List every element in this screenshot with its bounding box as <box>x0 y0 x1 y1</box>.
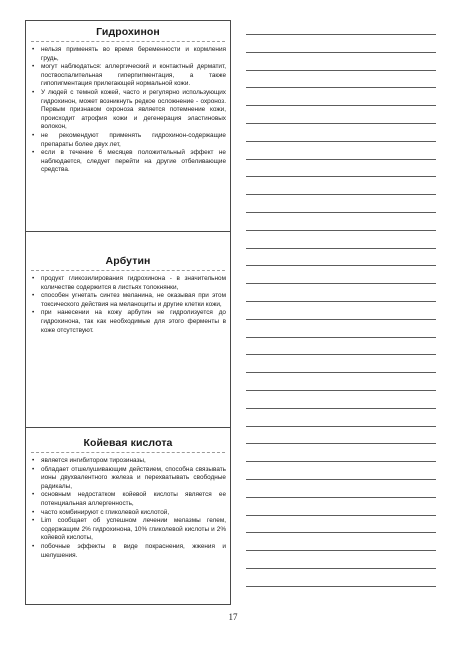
section-title: Гидрохинон <box>96 26 160 38</box>
item-list <box>26 275 230 335</box>
note-line <box>246 372 436 373</box>
list-item: • могут наблюдаться: аллергический и контактный дерматит, поствоспалительная гиперпигментация, а также гипопигментация прилегающей нормальной кожи. <box>32 63 226 89</box>
note-line <box>246 408 436 409</box>
title-divider <box>31 270 225 271</box>
item-list <box>26 457 230 560</box>
item-list <box>26 46 230 175</box>
list-item: • часто комбинируют с гликолевой кислотой, <box>32 509 226 518</box>
note-line <box>246 265 436 266</box>
note-line <box>246 141 436 142</box>
note-line <box>246 34 436 35</box>
note-line <box>246 443 436 444</box>
note-line <box>246 497 436 498</box>
note-line <box>246 159 436 160</box>
note-line <box>246 194 436 195</box>
list-item: • продукт гликозилирования гидрохинона - в значительном количестве содержится в листьях толокнянки, <box>32 275 226 292</box>
note-line <box>246 550 436 551</box>
note-line <box>246 248 436 249</box>
page-number: 17 <box>228 612 238 622</box>
list-item: • при нанесении на кожу арбутин не гидролизуется до гидрохинона, так как необходимые для этого ферменты в коже отсутствуют. <box>32 309 226 335</box>
note-line <box>246 479 436 480</box>
note-line <box>246 515 436 516</box>
list-item: • способен угнетать синтез меланина, не оказывая при этом токсического действия на меланоциты и другие клетки кожи, <box>32 292 226 309</box>
list-item: • У людей с темной кожей, часто и регулярно использующих гидрохинон, может возникнуть редкое осложнение - охроноз. Первым признаком охроноза является потемнение кожи, происходит атрофия кожи и дегенерация эластиновых волокон, <box>32 89 226 132</box>
list-item: • побочные эффекты в виде покраснения, жжения и шелушения. <box>32 543 226 560</box>
note-line <box>246 354 436 355</box>
list-item: • обладает отшелушивающим действием, способна связывать ионы двухвалентного железа и перехватывать свободные радикалы, <box>32 466 226 492</box>
list-item: • основным недостатком койевой кислоты является ее потенциальная аллергенность, <box>32 491 226 508</box>
note-line <box>246 123 436 124</box>
title-divider <box>31 41 225 42</box>
section-kojic-acid <box>26 427 230 604</box>
note-line <box>246 87 436 88</box>
notes-lines <box>246 34 436 604</box>
note-line <box>246 319 436 320</box>
note-line <box>246 52 436 53</box>
list-item: • если в течение 6 месяцев положительный эффект не наблюдается, следует перейти на другие отбеливающие средства. <box>32 149 226 175</box>
note-line <box>246 337 436 338</box>
title-divider <box>31 452 225 453</box>
section-title: Койевая кислота <box>83 437 173 449</box>
section-arbutin <box>26 231 230 427</box>
note-line <box>246 70 436 71</box>
note-line <box>246 176 436 177</box>
list-item: • не рекомендуют применять гидрохинон-содержащие препараты более двух лет, <box>32 132 226 149</box>
note-line <box>246 301 436 302</box>
content-frame <box>25 20 231 605</box>
list-item: • нельзя применять во время беременности и кормления грудь, <box>32 46 226 63</box>
section-hydroquinone <box>26 21 230 231</box>
note-line <box>246 586 436 587</box>
note-line <box>246 105 436 106</box>
note-line <box>246 426 436 427</box>
note-line <box>246 212 436 213</box>
note-line <box>246 230 436 231</box>
list-item: • является ингибитором тирозиназы, <box>32 457 226 466</box>
section-title: Арбутин <box>105 255 151 267</box>
list-item: • Lim сообщает об успешном лечении мелазмы гелем, содержащим 2% гидрохинона, 10% гликолевой кислоты и 2% койевой кислоты, <box>32 517 226 543</box>
note-line <box>246 461 436 462</box>
note-line <box>246 283 436 284</box>
note-line <box>246 568 436 569</box>
note-line <box>246 532 436 533</box>
note-line <box>246 390 436 391</box>
